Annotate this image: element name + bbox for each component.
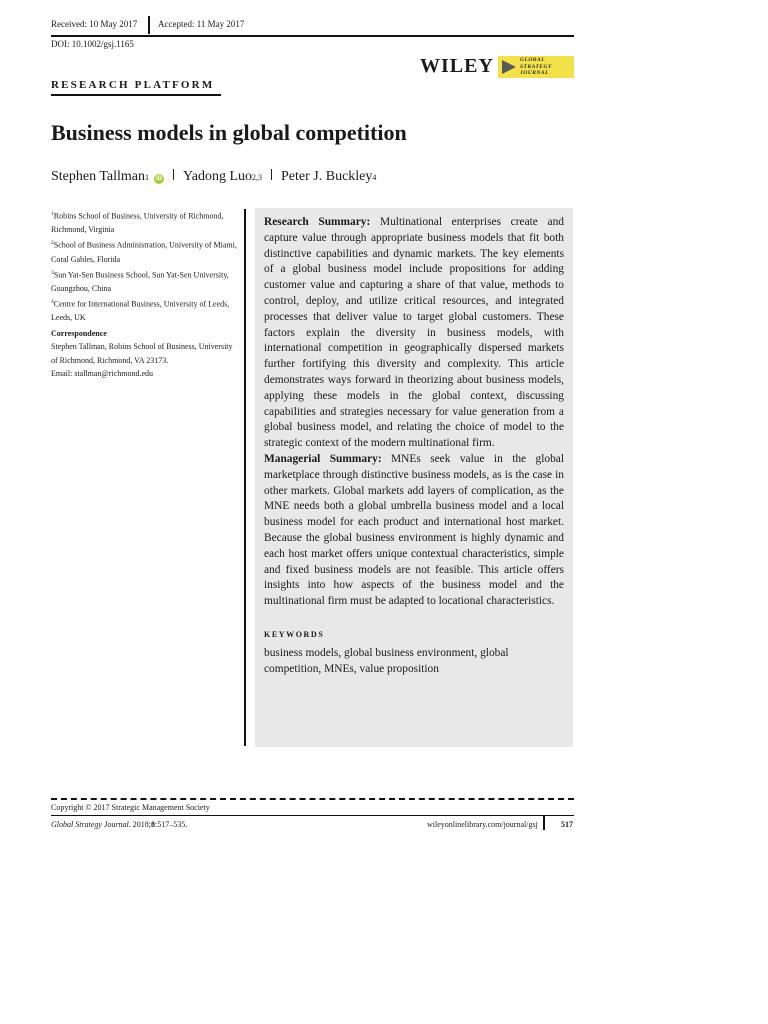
header-rule bbox=[51, 35, 574, 37]
copyright: Copyright © 2017 Strategic Management Society bbox=[51, 803, 210, 812]
affiliation-text: Centre for International Business, University of Leeds, Leeds, UK bbox=[51, 300, 230, 323]
managerial-summary bbox=[264, 452, 564, 610]
author-name[interactable]: Yadong Luo bbox=[183, 169, 253, 184]
author-affiliation-ref: 2,3 bbox=[252, 173, 263, 182]
affiliation bbox=[51, 237, 241, 265]
research-summary-label: Research Summary: bbox=[264, 216, 371, 228]
affiliation-text: Sun Yat-Sen Business School, Sun Yat-Sen University, Guangzhou, China bbox=[51, 270, 229, 293]
correspondence-label: Correspondence bbox=[51, 328, 107, 338]
affiliation-number: 1 bbox=[51, 211, 54, 217]
abstract-box bbox=[255, 208, 573, 747]
affiliation-text: School of Business Administration, University of Miami, Coral Gables, Florida bbox=[51, 241, 237, 264]
keywords-text: business models, global business environment, global competition, MNEs, value proposition bbox=[264, 646, 509, 675]
accepted-date: Accepted: 11 May 2017 bbox=[158, 19, 245, 29]
wiley-logo: WILEY bbox=[420, 55, 494, 77]
journal-logo-line: GLOBAL bbox=[520, 57, 545, 63]
journal-year: 2018; bbox=[132, 820, 152, 829]
affiliation-number: 4 bbox=[51, 299, 54, 306]
author-separator bbox=[271, 169, 272, 180]
journal-logo-line: JOURNAL bbox=[520, 70, 549, 76]
journal-logo-arrow-icon bbox=[502, 60, 516, 74]
affiliation bbox=[51, 267, 241, 295]
affiliation bbox=[51, 296, 241, 324]
journal-url[interactable]: wileyonlinelibrary.com/journal/gsj bbox=[427, 820, 538, 829]
footer-rule bbox=[51, 815, 574, 816]
journal-volume: 8 bbox=[151, 820, 156, 829]
journal-logo-line: STRATEGY bbox=[520, 63, 552, 70]
section-label: RESEARCH PLATFORM bbox=[51, 79, 215, 91]
affiliation-number: 2 bbox=[51, 240, 54, 247]
research-summary bbox=[264, 215, 564, 452]
section-rule bbox=[51, 94, 221, 96]
author-list bbox=[51, 169, 376, 185]
author-affiliation-ref: 4 bbox=[372, 173, 377, 182]
correspondence-email[interactable]: Email: stallman@richmond.edu bbox=[51, 369, 154, 379]
affiliation bbox=[51, 208, 241, 236]
journal-citation bbox=[51, 820, 187, 829]
footer-separator bbox=[543, 816, 545, 830]
author-affiliation-ref: 1 bbox=[145, 173, 150, 182]
research-summary-text: Multinational enterprises create and capture value through appropriate business models that fit both distinctive capabilities and dynamic markets. The key elements of a global business model include propositions for adding customer value and capturing a share of that value, methods to control, deploy, and utilize critical resources, and integrated processes that deliver value to target global customers. These factors explain the diversity in business models, with international competition in geographically dispersed markets further fortifying this diversity and complexity. This article demonstrates ways forward in theorizing about business models, applying these models in the global context, discussing capabilities and strategies necessary for value generation from a global business model, and relating the choice of model to the strategic context of the modern multinational firm. bbox=[264, 216, 564, 450]
affiliations bbox=[51, 208, 241, 381]
journal-pages: :517–535. bbox=[155, 820, 188, 829]
author-name[interactable]: Stephen Tallman bbox=[51, 169, 146, 184]
managerial-summary-text: MNEs seek value in the global marketplace through distinctive business models, as is the case in other markets. Global markets add layers of complication, as the MNE needs both a global umbrella business model and a local business model for each product and international host market. Because the global business environment is highly dynamic and each host market offers unique contextual characteristics, simple and fixed business models are not feasible. This article offers insights into how aspects of the business model and the multinational firm must be adapted to locational characteristics. bbox=[264, 452, 564, 608]
correspondence-text: Stephen Tallman, Robins School of Business, University of Richmond, Richmond, VA 23173. bbox=[51, 342, 233, 365]
journal-name: Global Strategy Journal. bbox=[51, 820, 131, 829]
author-name[interactable]: Peter J. Buckley bbox=[281, 169, 373, 184]
keywords-label: KEYWORDS bbox=[264, 629, 325, 639]
managerial-summary-label: Managerial Summary: bbox=[264, 452, 382, 465]
article-title: Business models in global competition bbox=[51, 120, 407, 145]
page-number: 517 bbox=[561, 820, 573, 829]
footer-dashed-rule bbox=[51, 798, 574, 800]
journal-logo bbox=[498, 56, 574, 78]
affiliation-number: 3 bbox=[51, 269, 54, 276]
affiliation-text: Robins School of Business, University of Richmond, Richmond, Virginia bbox=[51, 211, 224, 235]
column-rule bbox=[244, 209, 246, 746]
received-date: Received: 10 May 2017 bbox=[51, 19, 138, 29]
meta-separator bbox=[148, 16, 150, 34]
author-separator bbox=[173, 169, 174, 180]
doi[interactable]: DOI: 10.1002/gsj.1165 bbox=[51, 39, 134, 49]
orcid-icon[interactable]: iD bbox=[156, 176, 163, 182]
